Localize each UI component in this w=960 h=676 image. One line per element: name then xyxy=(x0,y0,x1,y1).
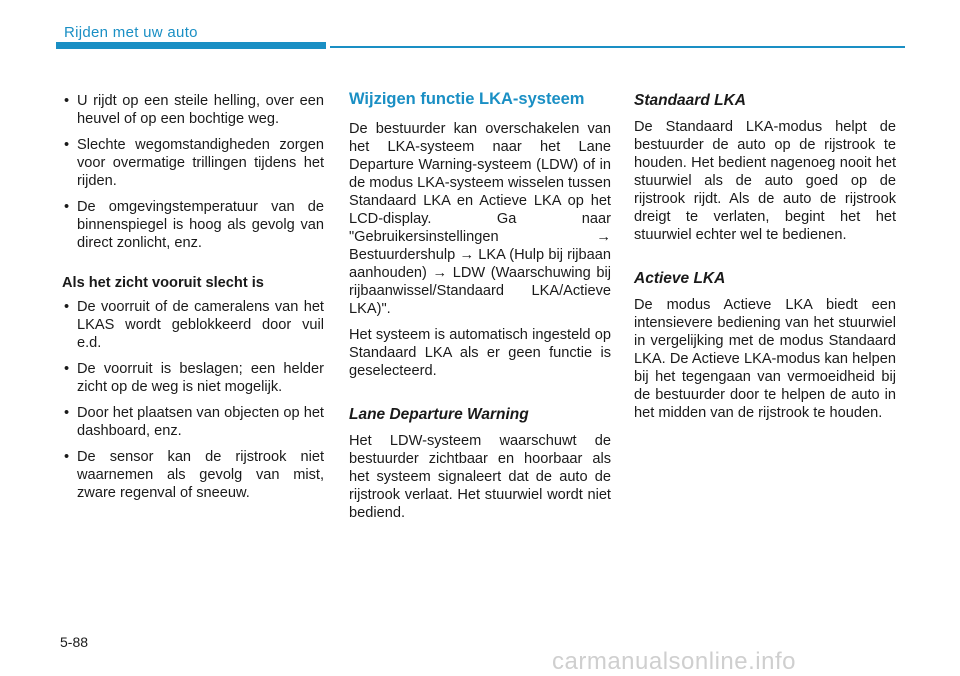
list-item: • De voorruit of de cameralens van het LKAS wordt geblokkeerd door vuil e.d. xyxy=(62,298,324,352)
paragraph: De Standaard LKA-modus helpt de bestuurder de auto op de rijstrook te houden. Het bedient nagenoeg nooit het stuurwiel als de auto goed op de rijstrook rijdt. Als de auto de rijstrook dreigt te verlaten, begint het het stuurwiel echter wel te bedienen. xyxy=(634,119,896,243)
paragraph: Het systeem is automatisch ingesteld op Standaard LKA als er geen functie is geselecteerd. xyxy=(349,327,611,379)
ldw-heading: Lane Departure Warning xyxy=(349,406,529,423)
conditions-list xyxy=(62,92,324,252)
paragraph: De modus Actieve LKA biedt een intensievere bediening van het stuurwiel in vergelijking met de modus Standaard LKA. De Actieve LKA-modus kan helpen bij het tegengaan van vermoeidheid bij de bestuurder door te helpen de auto in het midden van de rijstrook te houden. xyxy=(634,297,896,421)
section-title: Wijzigen functie LKA-systeem xyxy=(349,90,585,108)
column-2 xyxy=(349,90,611,530)
list-item: • Door het plaatsen van objecten op het dashboard, enz. xyxy=(62,404,324,440)
column-1 xyxy=(62,92,324,510)
visibility-list xyxy=(62,298,324,502)
column-3 xyxy=(634,92,896,430)
paragraph: Het LDW-systeem waarschuwt de bestuurder zichtbaar en hoorbaar als het systeem signaleert dat de auto de rijstrook verlaat. Het stuurwiel wordt niet bediend. xyxy=(349,433,611,521)
page-number: 5-88 xyxy=(60,634,89,650)
active-lka-heading: Actieve LKA xyxy=(634,270,726,287)
section-header-title: Rijden met uw auto xyxy=(64,24,198,41)
paragraph: De bestuurder kan overschakelen van het LKA-systeem naar het Lane Departure Warning-systeem (LDW) of in de modus LKA-systeem wisselen tussen Standaard LKA en Actieve LKA op het LCD-display. Ga naar "Gebruikersinstellingen → Bestuurdershulp → LKA (Hulp bij rijbaan aanhouden) → LDW (Waarschuwing bij rijbaanwissel/Standaard LKA/Actieve LKA)". xyxy=(349,121,611,317)
list-item: • De voorruit is beslagen; een helder zicht op de weg is niet mogelijk. xyxy=(62,360,324,396)
list-item: • Slechte wegomstandigheden zorgen voor overmatige trillingen tijdens het rijden. xyxy=(62,136,324,190)
visibility-subheading: Als het zicht vooruit slecht is xyxy=(62,275,264,291)
header-rule xyxy=(330,46,905,48)
header-accent-bar xyxy=(56,42,326,49)
list-item: • De omgevingstemperatuur van de binnenspiegel is hoog als gevolg van direct zonlicht, enz. xyxy=(62,198,324,252)
standard-lka-heading: Standaard LKA xyxy=(634,92,746,109)
list-item: • U rijdt op een steile helling, over een heuvel of op een bochtige weg. xyxy=(62,92,324,128)
list-item: • De sensor kan de rijstrook niet waarnemen als gevolg van mist, zware regenval of sneeuw. xyxy=(62,448,324,502)
watermark: carmanualsonline.info xyxy=(552,648,796,675)
